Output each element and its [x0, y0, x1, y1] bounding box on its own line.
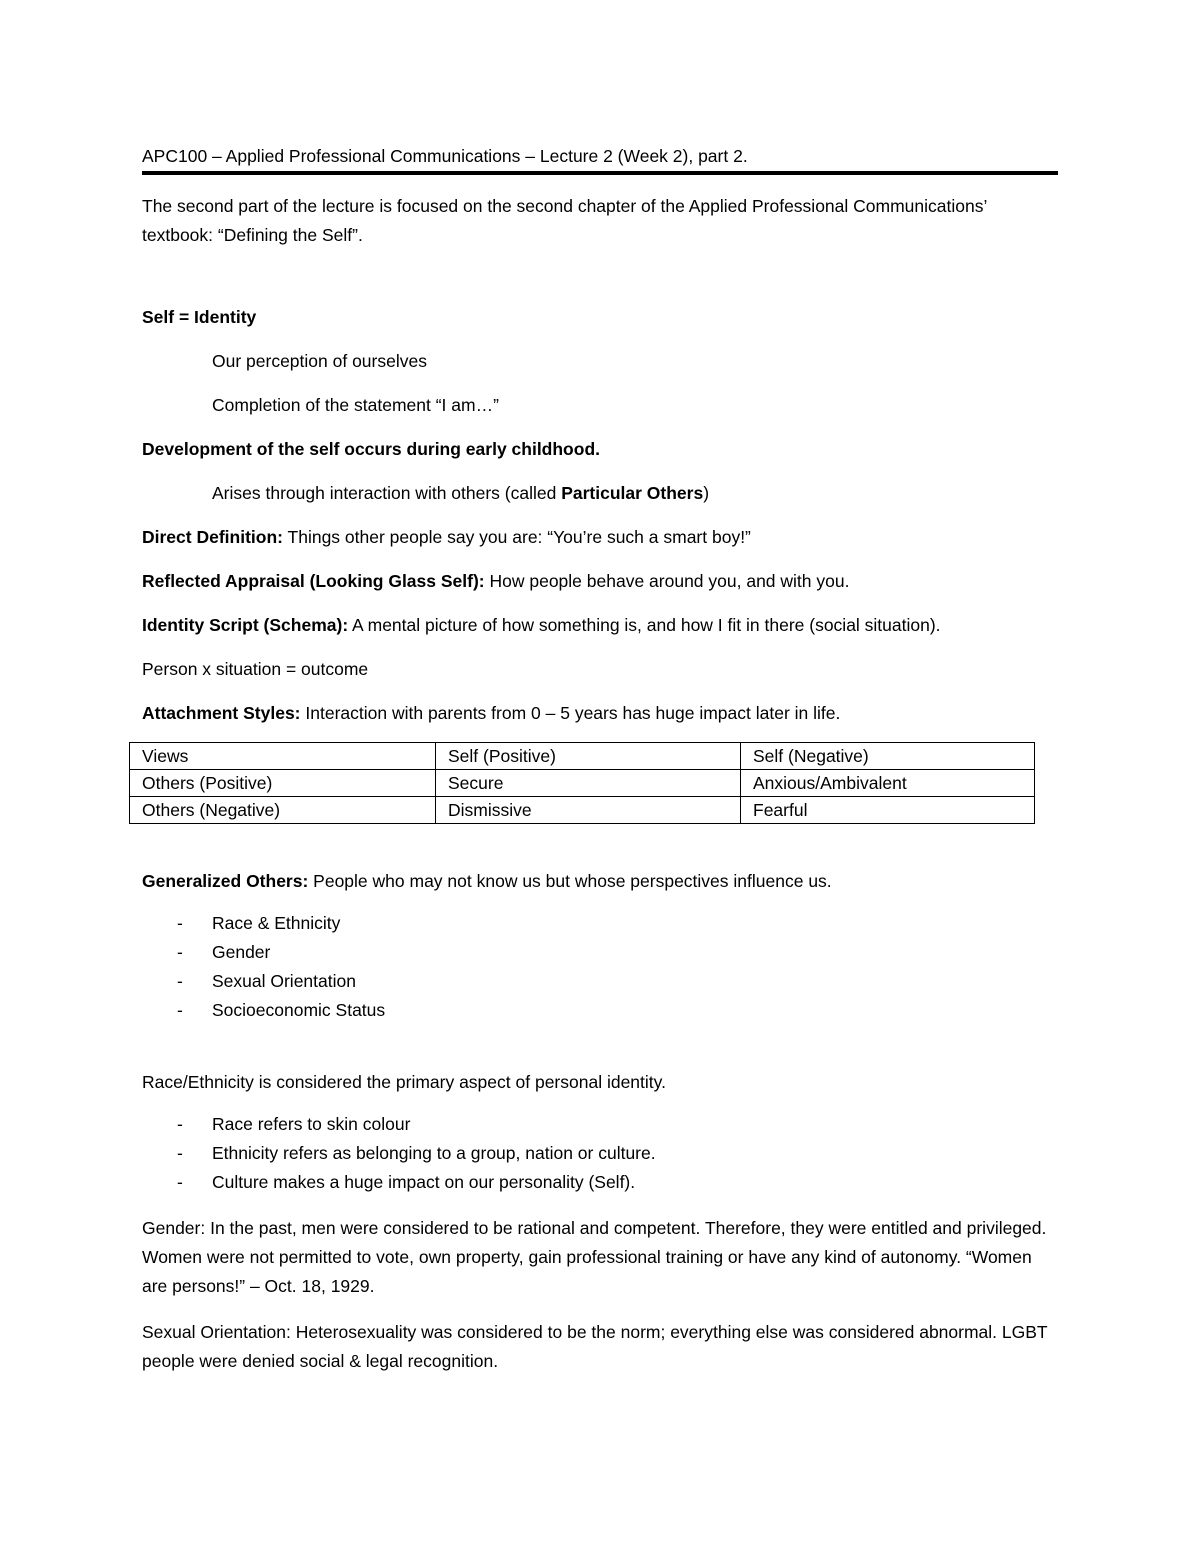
development-detail-suffix: ) [703, 483, 710, 503]
table-cell: Dismissive [436, 797, 741, 824]
direct-definition [142, 524, 1058, 550]
self-identity-heading [142, 304, 1058, 330]
identity-script [142, 612, 1058, 638]
attachment-styles-table [129, 742, 1035, 824]
gender-paragraph: Gender: In the past, men were considered to be rational and competent. Therefore, they were entitled and privileged. Women were not permitted to vote, own property, gain professional training or have any kind of autonomy. “Women are persons!” – Oct. 18, 1929. [142, 1218, 1047, 1296]
list-item-text: Ethnicity refers as belonging to a group, nation or culture. [212, 1143, 656, 1163]
attachment-styles [142, 700, 1058, 726]
attachment-styles-text: Interaction with parents from 0 – 5 years has huge impact later in life. [300, 703, 841, 723]
table-cell: Anxious/Ambivalent [741, 770, 1035, 797]
reflected-appraisal-text: How people behave around you, and with you. [484, 571, 850, 591]
list-item [142, 909, 1058, 938]
identity-script-text: A mental picture of how something is, and how I fit in there (social situation). [348, 615, 941, 635]
self-identity-point-1: Our perception of ourselves [212, 351, 427, 371]
document-header [142, 143, 1058, 175]
direct-definition-label: Direct Definition: [142, 527, 283, 547]
table-row [130, 797, 1035, 824]
dash-bullet: - [177, 913, 183, 933]
table-header-cell: Views [130, 743, 436, 770]
list-item-text: Gender [212, 942, 271, 962]
intro-paragraph: The second part of the lecture is focused on the second chapter of the Applied Professional Communications’ textbook: “Defining the Self”. [142, 196, 987, 245]
list-item-text: Race refers to skin colour [212, 1114, 411, 1134]
table-row [130, 770, 1035, 797]
list-item [142, 1139, 1058, 1168]
development-detail [142, 480, 1058, 506]
direct-definition-text: Things other people say you are: “You’re such a smart boy!” [282, 527, 751, 547]
document-page [142, 143, 1058, 1376]
document-title: APC100 – Applied Professional Communications – Lecture 2 (Week 2), part 2. [142, 146, 748, 166]
list-item [142, 938, 1058, 967]
table-cell: Others (Positive) [130, 770, 436, 797]
list-item-text: Culture makes a huge impact on our personality (Self). [212, 1172, 636, 1192]
generalized-others-label: Generalized Others: [142, 871, 309, 891]
development-heading-text: Development of the self occurs during early childhood. [142, 439, 600, 459]
list-item-text: Race & Ethnicity [212, 913, 341, 933]
attachment-styles-label: Attachment Styles: [142, 703, 301, 723]
development-heading [142, 436, 1058, 462]
table-header-cell: Self (Positive) [436, 743, 741, 770]
list-item [142, 967, 1058, 996]
list-item-text: Socioeconomic Status [212, 1000, 386, 1020]
race-ethnicity-list [142, 1110, 1058, 1197]
identity-script-label: Identity Script (Schema): [142, 615, 349, 635]
table-header-row [130, 743, 1035, 770]
table-header-cell: Self (Negative) [741, 743, 1035, 770]
list-item [142, 996, 1058, 1025]
table-cell: Others (Negative) [130, 797, 436, 824]
self-identity-point-2: Completion of the statement “I am…” [212, 395, 499, 415]
table-cell: Fearful [741, 797, 1035, 824]
generalized-others [142, 868, 1058, 894]
dash-bullet: - [177, 1143, 183, 1163]
development-detail-prefix: Arises through interaction with others (called [212, 483, 562, 503]
generalized-others-text: People who may not know us but whose perspectives influence us. [308, 871, 832, 891]
list-item [142, 1110, 1058, 1139]
generalized-others-list [142, 909, 1058, 1025]
table-cell: Secure [436, 770, 741, 797]
sexual-orientation-paragraph: Sexual Orientation: Heterosexuality was considered to be the norm; everything else was considered abnormal. LGBT people were denied social & legal recognition. [142, 1322, 1048, 1371]
particular-others-term: Particular Others [561, 483, 704, 503]
list-item [142, 1168, 1058, 1197]
dash-bullet: - [177, 971, 183, 991]
dash-bullet: - [177, 1000, 183, 1020]
self-identity-heading-text: Self = Identity [142, 307, 257, 327]
list-item-text: Sexual Orientation [212, 971, 356, 991]
race-ethnicity-paragraph: Race/Ethnicity is considered the primary aspect of personal identity. [142, 1072, 666, 1092]
person-situation-outcome: Person x situation = outcome [142, 659, 369, 679]
dash-bullet: - [177, 1114, 183, 1134]
dash-bullet: - [177, 942, 183, 962]
reflected-appraisal-label: Reflected Appraisal (Looking Glass Self): [142, 571, 485, 591]
reflected-appraisal [142, 568, 1058, 594]
dash-bullet: - [177, 1172, 183, 1192]
